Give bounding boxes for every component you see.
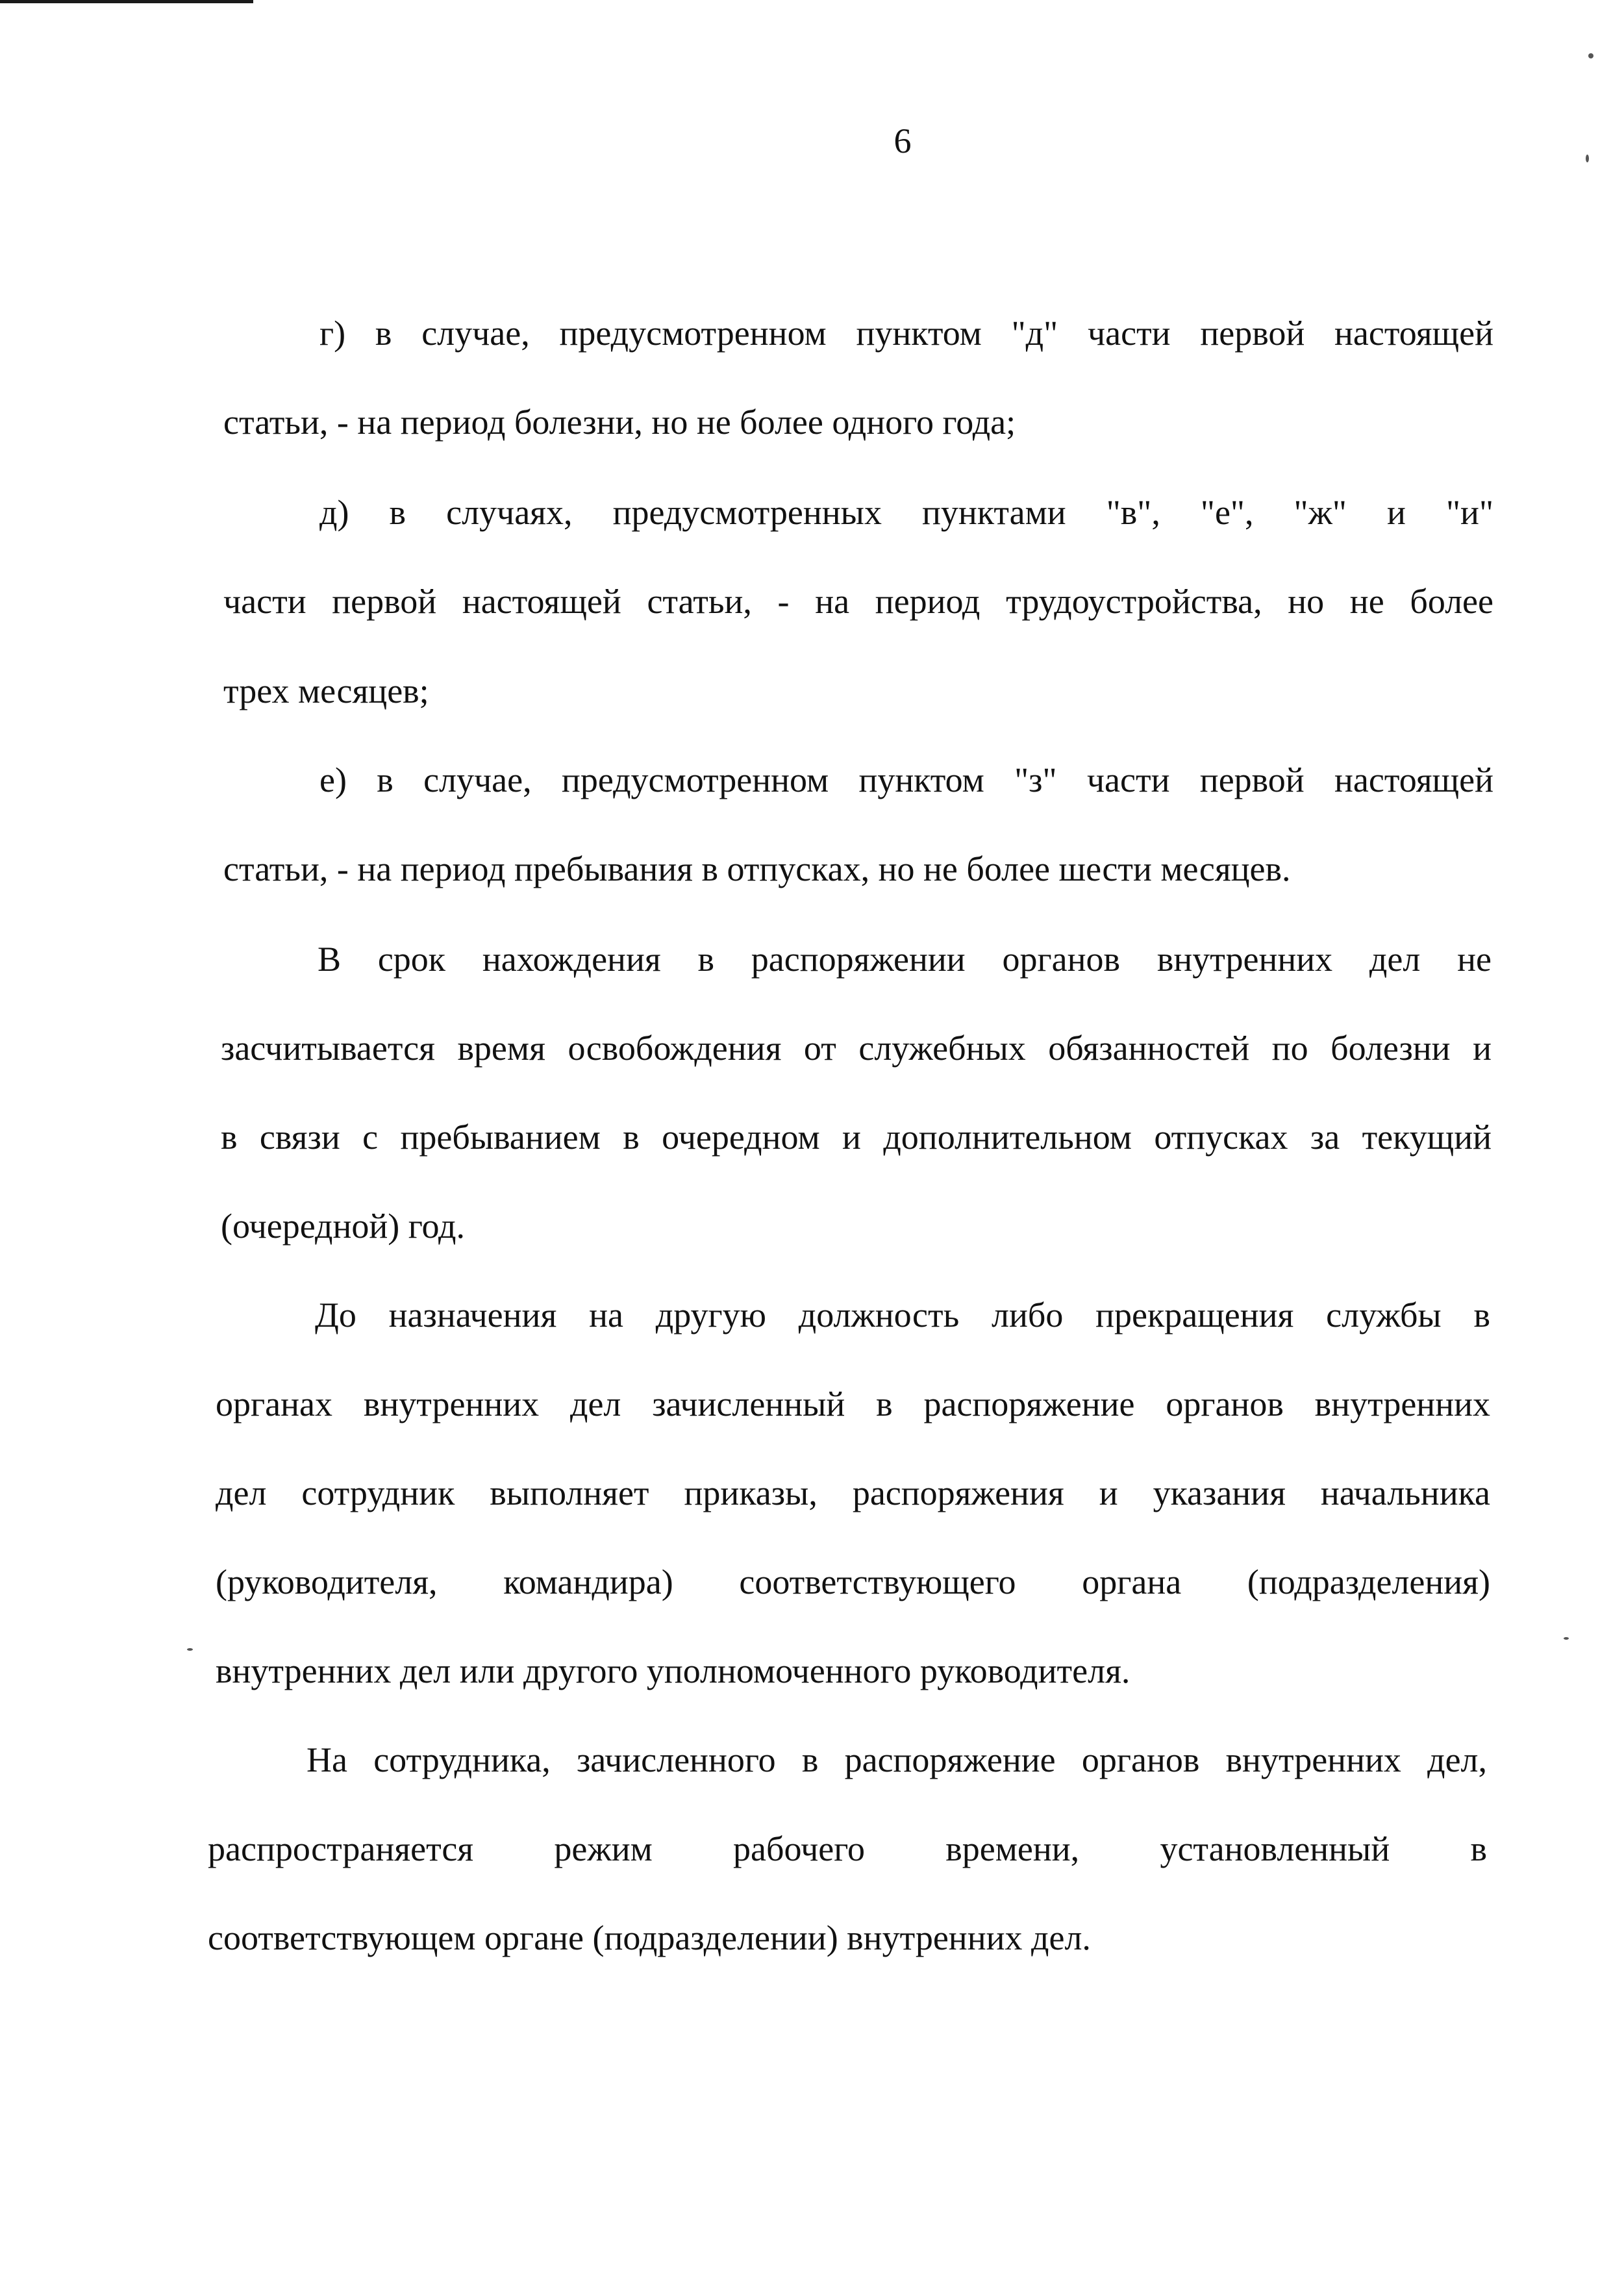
paragraph-line: г) в случае, предусмотренном пунктом "д" части первой настоящей: [319, 314, 1493, 353]
page-number: 6: [893, 121, 912, 160]
paragraph-line: в связи с пребыванием в очередном и дополнительном отпусках за текущий: [221, 1118, 1492, 1157]
top-scan-rule: [0, 0, 253, 3]
paragraph-line: трех месяцев;: [223, 671, 429, 710]
paragraph-line: е) в случае, предусмотренном пунктом "з" части первой настоящей: [319, 760, 1493, 799]
paragraph-line: В срок нахождения в распоряжении органов внутренних дел не: [318, 940, 1492, 979]
scan-speck: [187, 1648, 193, 1651]
paragraph-line: статьи, - на период пребывания в отпусках, но не более шести месяцев.: [223, 849, 1291, 888]
paragraph-line: внутренних дел или другого уполномоченного руководителя.: [216, 1651, 1131, 1690]
paragraph-line: статьи, - на период болезни, но не более одного года;: [223, 403, 1016, 442]
scan-speck: [1564, 1637, 1569, 1640]
paragraph-line: (очередной) год.: [221, 1207, 465, 1246]
scan-speck: [1586, 155, 1589, 162]
paragraph-line: соответствующем органе (подразделении) внутренних дел.: [208, 1918, 1091, 1957]
paragraph-line: части первой настоящей статьи, - на период трудоустройства, но не более: [223, 582, 1493, 621]
paragraph-line: засчитывается время освобождения от служебных обязанностей по болезни и: [221, 1029, 1492, 1068]
paragraph-line: На сотрудника, зачисленного в распоряжение органов внутренних дел,: [306, 1740, 1487, 1779]
paragraph-line: До назначения на другую должность либо прекращения службы в: [315, 1296, 1490, 1334]
paragraph-line: дел сотрудник выполняет приказы, распоряжения и указания начальника: [216, 1473, 1490, 1512]
paragraph-line: распространяется режим рабочего времени, установленный в: [208, 1829, 1487, 1868]
paragraph-line: д) в случаях, предусмотренных пунктами "в", "е", "ж" и "и": [319, 493, 1493, 532]
paragraph-line: органах внутренних дел зачисленный в распоряжение органов внутренних: [216, 1384, 1490, 1423]
scan-speck: [1588, 53, 1593, 58]
paragraph-line: (руководителя, командира) соответствующего органа (подразделения): [216, 1562, 1490, 1601]
